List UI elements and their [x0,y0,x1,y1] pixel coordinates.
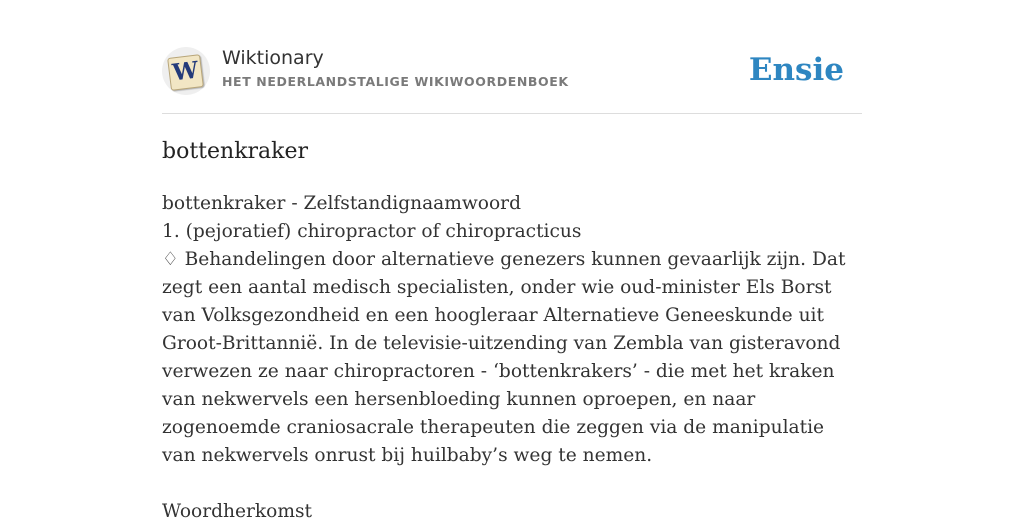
header-divider [162,113,862,114]
ensie-brand-logo[interactable]: Ensie [748,52,844,88]
wiktionary-logo-icon[interactable] [162,47,210,95]
site-name[interactable]: Wiktionary [222,47,324,69]
page-title: bottenkraker [162,139,309,164]
section-heading-etymology: Woordherkomst [162,501,313,522]
page [162,0,862,522]
logo-letter: W [170,56,200,87]
definition-line: 1. (pejoratief) chiropractor of chiropracticus [162,221,582,242]
paragraph-gap [162,470,862,498]
article-content [162,190,862,526]
site-header [162,44,862,100]
logo-tile [167,54,204,91]
example-text: ♢ Behandelingen door alternatieve genezers kunnen gevaarlijk zijn. Dat zegt een aantal medisch specialisten, onder wie oud-minister Els Borst van Volksgezondheid en een hoogleraar Alternatieve Geneeskunde uit Groot-Brittannië. In de televisie-uitzending van Zembla van gisteravond verwezen ze naar chiropractoren - ‘bottenkrakers’ - die met het kraken van nekwervels een hersenbloeding kunnen oproepen, en naar zogenoemde craniosacrale therapeuten die zeggen via de manipulatie van nekwervels onrust bij huilbaby’s weg te nemen. [162,249,846,466]
word-class-line: bottenkraker - Zelfstandignaamwoord [162,193,521,214]
site-tagline: HET NEDERLANDSTALIGE WIKIWOORDENBOEK [222,74,569,89]
